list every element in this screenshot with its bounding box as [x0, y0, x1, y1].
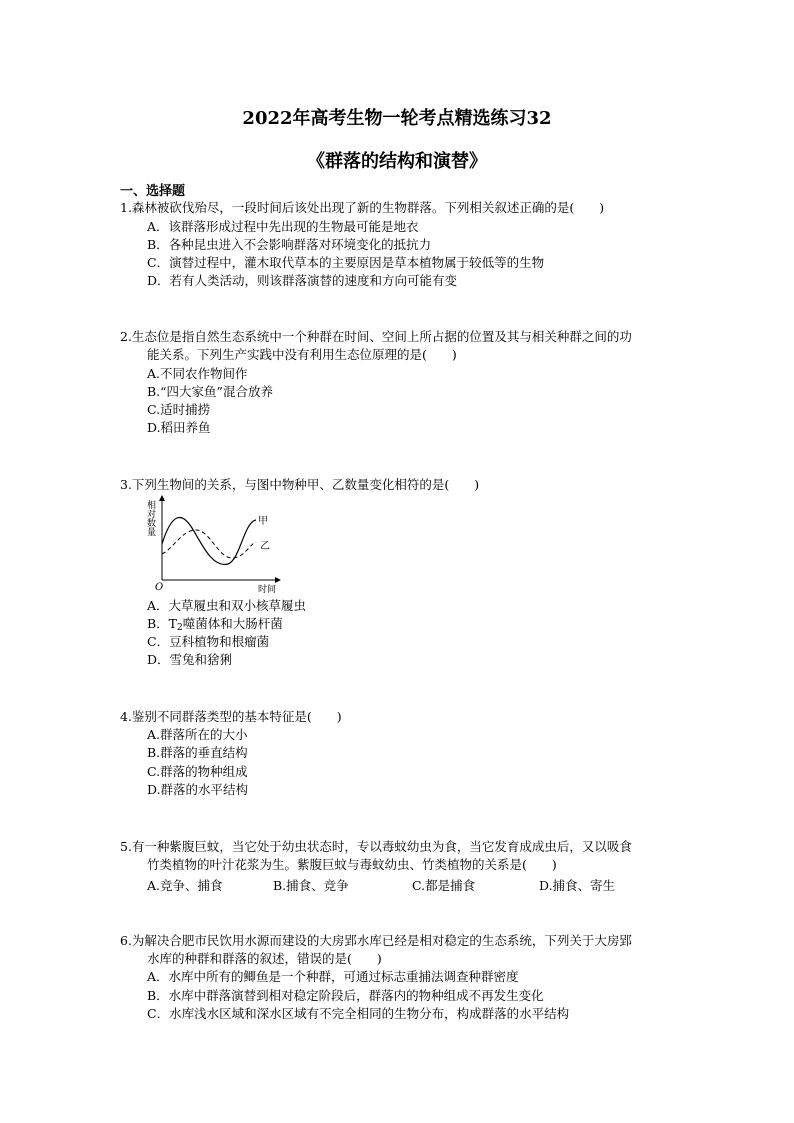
question-5-option-d: D.捕食、寄生 — [539, 878, 616, 893]
section-heading: 一、选择题 — [120, 184, 186, 199]
question-4-option-d: D.群落的水平结构 — [147, 782, 249, 797]
origin-label: O — [155, 582, 164, 593]
question-1-option-c: C．演替过程中，灌木取代草本的主要原因是草本植物属于较低等的生物 — [147, 255, 545, 270]
series-jia-label: 甲 — [258, 516, 268, 527]
question-5-stem-cont: 竹类植物的叶汁花浆为生。紫腹巨蚊与毒蚊幼虫、竹类植物的关系是( ) — [147, 857, 557, 872]
series-yi-curve — [162, 530, 256, 558]
question-3-option-c: C．豆科植物和根瘤菌 — [147, 634, 270, 649]
question-5-option-c: C.都是捕食 — [412, 878, 476, 893]
question-5-option-a: A.竞争、捕食 — [147, 878, 223, 893]
question-3-option-a: A．大草履虫和双小核草履虫 — [147, 598, 307, 613]
document-title: 2022年高考生物一轮考点精选练习32 — [242, 108, 552, 129]
question-3-option-b: B．$T_2$噬菌体和大肠杆菌 — [147, 616, 283, 633]
question-1-option-d: D．若有人类活动，则该群落演替的速度和方向可能有变 — [147, 273, 458, 288]
question-5-option-b: B.捕食、竞争 — [273, 878, 349, 893]
question-2-option-a: A.不同农作物间作 — [147, 366, 248, 381]
question-2-option-b: B.“四大家鱼”混合放养 — [147, 384, 273, 399]
question-6-stem: 6.为解决合肥市民饮用水源而建设的大房郢水库已经是相对稳定的生态系统，下列关于大房郢 — [120, 933, 632, 948]
question-2-stem-cont: 能关系。下列生产实践中没有利用生态位原理的是( ) — [147, 347, 457, 362]
question-4-option-a: A.群落所在的大小 — [147, 727, 248, 742]
question-1-option-b: B．各种昆虫进入不会影响群落对环境变化的抵抗力 — [147, 237, 432, 252]
question-6-stem-cont: 水库的种群和群落的叙述，错误的是( ) — [147, 951, 382, 966]
question-4-stem: 4.鉴别不同群落类型的基本特征是( ) — [120, 709, 342, 724]
y-axis-label: 相对数量 — [145, 500, 155, 536]
question-3-stem: 3.下列生物间的关系，与图中物种甲、乙数量变化相符的是( ) — [120, 477, 480, 492]
population-graph — [140, 492, 290, 596]
question-4-option-c: C.群落的物种组成 — [147, 764, 248, 779]
question-6-option-a: A．水库中所有的鲫鱼是一个种群，可通过标志重捕法调查种群密度 — [147, 969, 519, 984]
series-yi-label: 乙 — [260, 541, 270, 552]
question-6-option-b: B．水库中群落演替到相对稳定阶段后，群落内的物种组成不再发生变化 — [147, 988, 544, 1003]
question-2-option-c: C.适时捕捞 — [147, 402, 211, 417]
question-1-option-a: A．该群落形成过程中先出现的生物最可能是地衣 — [147, 219, 419, 234]
question-6-option-c: C．水库浅水区域和深水区域有不完全相同的生物分布，构成群落的水平结构 — [147, 1006, 570, 1021]
question-2-option-d: D.稻田养鱼 — [147, 420, 211, 435]
question-3-option-d: D．雪兔和猞猁 — [147, 652, 233, 667]
question-2-stem: 2.生态位是指自然生态系统中一个种群在时间、空间上所占据的位置及其与相关种群之间的功 — [120, 329, 632, 344]
question-5-stem: 5.有一种紫腹巨蚊，当它处于幼虫状态时，专以毒蚊幼虫为食，当它发育成成虫后，又以吸食 — [120, 839, 632, 854]
x-axis-label: 时间 — [258, 585, 277, 595]
question-1-stem: 1.森林被砍伐殆尽，一段时间后该处出现了新的生物群落。下列相关叙述正确的是( ) — [120, 200, 605, 215]
question-4-option-b: B.群落的垂直结构 — [147, 745, 248, 760]
document-subtitle: 《群落的结构和演替》 — [307, 151, 487, 172]
series-jia-curve — [162, 517, 256, 564]
